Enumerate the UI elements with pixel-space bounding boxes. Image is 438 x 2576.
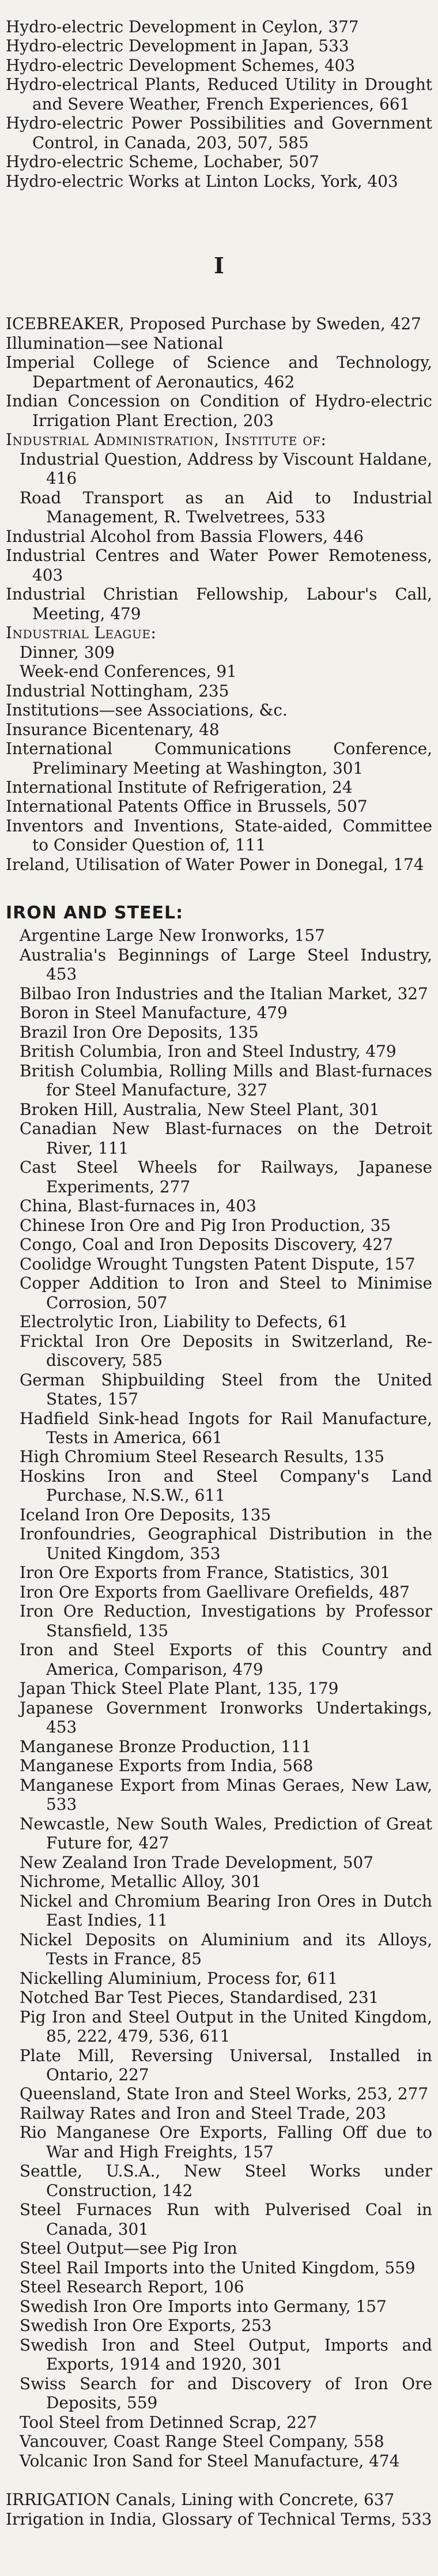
index-entry: Swedish Iron and Steel Output, Imports and Exports, 1914 and 1920, 301	[20, 2335, 432, 2374]
index-entry: Industrial League:	[6, 623, 157, 643]
index-entry: Indian Concession on Condition of Hydro-electric Irrigation Plant Erection, 203	[6, 391, 432, 430]
index-entry: Broken Hill, Australia, New Steel Plant, 301	[20, 1099, 380, 1119]
index-entry: Electrolytic Iron, Liability to Defects, 61	[20, 1312, 349, 1332]
index-entry: Steel Rail Imports into the United Kingdom, 559	[20, 2258, 416, 2277]
index-entry: Fricktal Iron Ore Deposits in Switzerland, Re-discovery, 585	[20, 1331, 432, 1370]
index-entry: Bilbao Iron Industries and the Italian Market, 327	[20, 984, 428, 1003]
index-entry: British Columbia, Rolling Mills and Blast-furnaces for Steel Manufacture, 327	[20, 1061, 432, 1100]
index-entry: Iron Ore Exports from Gaellivare Orefields, 487	[20, 1582, 410, 1602]
index-entry: Notched Bar Test Pieces, Standardised, 231	[20, 1988, 379, 2008]
index-entry: Inventors and Inventions, State-aided, Committee to Consider Question of, 111	[6, 816, 432, 855]
index-entry: Nickel and Chromium Bearing Iron Ores in Dutch East Indies, 11	[20, 1891, 432, 1930]
index-entry: Steel Furnaces Run with Pulverised Coal in Canada, 301	[20, 2200, 432, 2239]
index-entry: Illumination—see National	[6, 333, 224, 353]
index-entry: Hydro-electric Scheme, Lochaber, 507	[6, 152, 319, 172]
index-entry: German Shipbuilding Steel from the United States, 157	[20, 1370, 432, 1409]
index-entry: Australia's Beginnings of Large Steel Industry, 453	[20, 945, 432, 984]
index-entry: Canadian New Blast-furnaces on the Detroit River, 111	[20, 1119, 432, 1158]
iron-steel-entries	[6, 926, 432, 2470]
index-entry: International Patents Office in Brussels, 507	[6, 797, 368, 816]
index-entry: Hoskins Iron and Steel Company's Land Purchase, N.S.W., 611	[20, 1466, 432, 1505]
index-entry: Cast Steel Wheels for Railways, Japanese Experiments, 277	[20, 1158, 432, 1196]
index-entry: Industrial Centres and Water Power Remoteness, 403	[6, 546, 432, 585]
index-entry: Iceland Iron Ore Deposits, 135	[20, 1505, 271, 1524]
index-entry: Iron Ore Reduction, Investigations by Professor Stansfield, 135	[20, 1602, 432, 1640]
index-entry: Newcastle, New South Wales, Prediction of Great Future for, 427	[20, 1814, 432, 1853]
index-entry: High Chromium Steel Research Results, 135	[20, 1447, 385, 1467]
index-entry: Iron and Steel Exports of this Country and America, Comparison, 479	[20, 1640, 432, 1679]
index-entry: Industrial Nottingham, 235	[6, 681, 229, 701]
index-entry: Nichrome, Metallic Alloy, 301	[20, 1872, 262, 1892]
i-entries	[6, 314, 432, 874]
index-entry: Imperial College of Science and Technology, Department of Aeronautics, 462	[6, 353, 432, 391]
index-entry: Hydro-electric Development in Ceylon, 377	[6, 17, 359, 36]
index-entry: Industrial Alcohol from Bassia Flowers, 446	[6, 526, 364, 546]
index-entry: Argentine Large New Ironworks, 157	[20, 926, 325, 946]
index-entry: British Columbia, Iron and Steel Industry, 479	[20, 1042, 397, 1061]
index-entry: Hydro-electrical Plants, Reduced Utility in Drought and Severe Weather, French Experiences, 661	[6, 75, 432, 114]
index-entry: Rio Manganese Ore Exports, Falling Off due to War and High Freights, 157	[20, 2123, 432, 2161]
index-entry: Ireland, Utilisation of Water Power in Donegal, 174	[6, 854, 424, 874]
index-entry: Hydro-electric Works at Linton Locks, York, 403	[6, 171, 398, 191]
index-entry: Railway Rates and Iron and Steel Trade, 203	[20, 2103, 386, 2123]
index-entry: Volcanic Iron Sand for Steel Manufacture, 474	[20, 2451, 400, 2470]
index-entry: Swedish Iron Ore Imports into Germany, 157	[20, 2296, 387, 2316]
index-entry: Hydro-electric Power Possibilities and Government Control, in Canada, 203, 507, 585	[6, 114, 432, 152]
index-entry: Manganese Exports from India, 568	[20, 1756, 314, 1776]
index-entry: Road Transport as an Aid to Industrial Management, R. Twelvetrees, 533	[20, 488, 432, 527]
index-entry: Swiss Search for and Discovery of Iron Ore Deposits, 559	[20, 2374, 432, 2413]
letter-heading: I	[214, 253, 224, 279]
index-entry: Pig Iron and Steel Output in the United Kingdom, 85, 222, 479, 536, 611	[20, 2007, 432, 2046]
index-entry: Industrial Christian Fellowship, Labour's Call, Meeting, 479	[6, 585, 432, 623]
index-entry: Seattle, U.S.A., New Steel Works under Construction, 142	[20, 2161, 432, 2200]
irrigation-entries	[6, 2490, 432, 2529]
index-entry: Vancouver, Coast Range Steel Company, 558	[20, 2432, 384, 2451]
index-entry: Steel Output—see Pig Iron	[20, 2239, 237, 2258]
index-entry: ICEBREAKER, Proposed Purchase by Sweden, 427	[6, 314, 421, 334]
index-entry: Queensland, State Iron and Steel Works, 253, 277	[20, 2084, 429, 2104]
index-entry: Manganese Bronze Production, 111	[20, 1737, 312, 1756]
index-entry: New Zealand Iron Trade Development, 507	[20, 1852, 373, 1872]
hydro-entries	[6, 17, 432, 191]
index-entry: Swedish Iron Ore Exports, 253	[20, 2316, 272, 2336]
index-entry: IRRIGATION Canals, Lining with Concrete, 637	[6, 2490, 395, 2510]
index-entry: Industrial Administration, Institute of:	[6, 430, 327, 450]
index-entry: International Institute of Refrigeration, 24	[6, 777, 353, 797]
index-entry: Iron Ore Exports from France, Statistics, 301	[20, 1563, 391, 1583]
index-entry: Insurance Bicentenary, 48	[6, 720, 220, 739]
index-entry: Steel Research Report, 106	[20, 2277, 244, 2297]
index-entry: Chinese Iron Ore and Pig Iron Production, 35	[20, 1215, 391, 1235]
index-entry: Irrigation in India, Glossary of Technical Terms, 533	[6, 2509, 432, 2529]
index-entry: Dinner, 309	[20, 642, 115, 662]
index-entry: Manganese Export from Minas Geraes, New Law, 533	[20, 1775, 432, 1814]
index-entry: Week-end Conferences, 91	[20, 662, 237, 681]
index-entry: Japan Thick Steel Plate Plant, 135, 179	[20, 1679, 339, 1698]
index-entry: China, Blast-furnaces in, 403	[20, 1196, 256, 1216]
index-entry: Nickelling Aluminium, Process for, 611	[20, 1968, 338, 1988]
index-entry: Plate Mill, Reversing Universal, Installed in Ontario, 227	[20, 2046, 432, 2084]
index-entry: Hydro-electric Development in Japan, 533	[6, 36, 349, 56]
index-entry: Tool Steel from Detinned Scrap, 227	[20, 2412, 318, 2432]
index-entry: Industrial Question, Address by Viscount Haldane, 416	[20, 449, 432, 488]
index-entry: Ironfoundries, Geographical Distribution in the United Kingdom, 353	[20, 1524, 432, 1563]
index-entry: International Communications Conference, Preliminary Meeting at Washington, 301	[6, 739, 432, 778]
iron-steel-heading: IRON AND STEEL:	[6, 903, 184, 924]
index-entry: Institutions—see Associations, &c.	[6, 701, 288, 720]
index-column	[6, 17, 432, 2529]
index-entry: Brazil Iron Ore Deposits, 135	[20, 1022, 259, 1042]
index-entry: Nickel Deposits on Aluminium and its Alloys, Tests in France, 85	[20, 1930, 432, 1969]
index-entry: Congo, Coal and Iron Deposits Discovery, 427	[20, 1235, 394, 1255]
index-entry: Coolidge Wrought Tungsten Patent Dispute, 157	[20, 1254, 416, 1274]
index-entry: Boron in Steel Manufacture, 479	[20, 1003, 288, 1023]
index-entry: Japanese Government Ironworks Undertakings, 453	[20, 1698, 432, 1737]
index-entry: Hydro-electric Development Schemes, 403	[6, 55, 356, 75]
index-entry: Copper Addition to Iron and Steel to Minimise Corrosion, 507	[20, 1274, 432, 1312]
index-entry: Hadfield Sink-head Ingots for Rail Manufacture, Tests in America, 661	[20, 1408, 432, 1447]
